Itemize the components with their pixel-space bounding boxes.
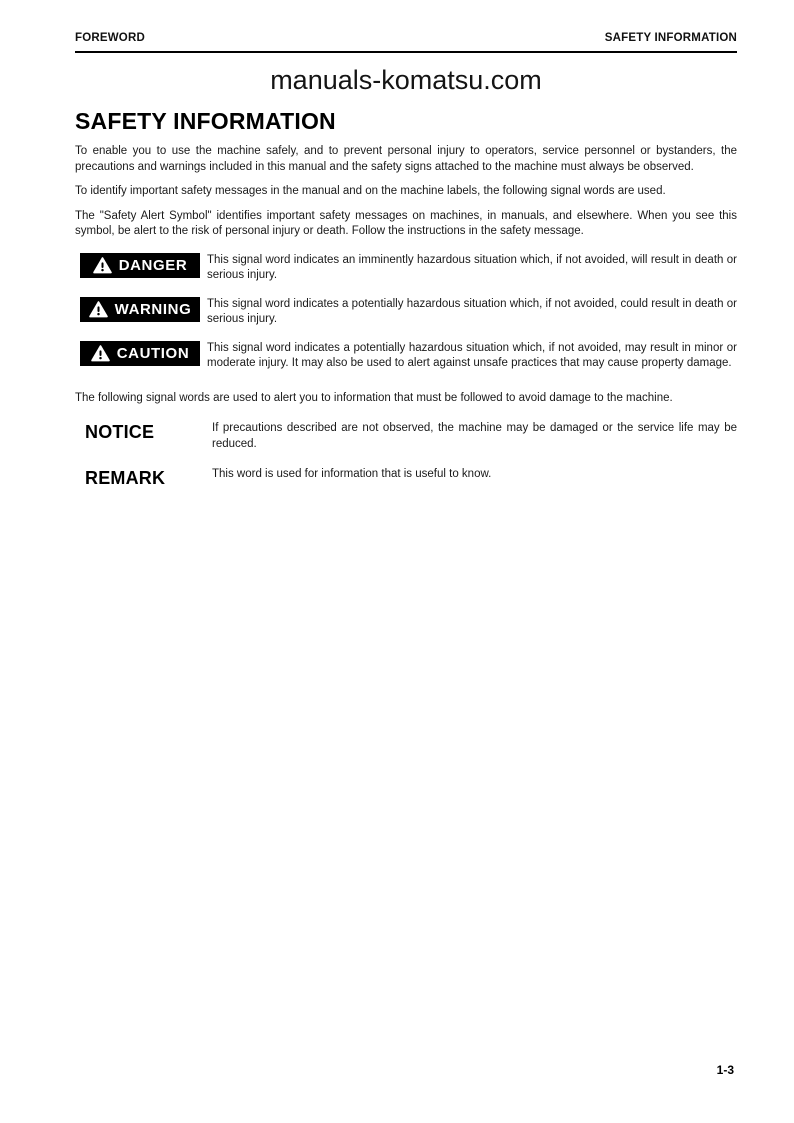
signal-word-row-caution	[80, 341, 737, 372]
caution-badge	[80, 341, 200, 366]
caution-description: This signal word indicates a potentially hazardous situation which, if not avoided, may result in minor or moderate injury. It may also be used to alert against unsafe practices that may cause property damage.	[207, 341, 737, 369]
warning-triangle-icon	[93, 257, 112, 274]
notice-description: If precautions described are not observed, the machine may be damaged or the service life may be reduced.	[212, 422, 737, 450]
warning-triangle-icon	[91, 345, 110, 362]
page-number: 1-3	[716, 1063, 734, 1077]
intro-paragraph: To enable you to use the machine safely, and to prevent personal injury to operators, service personnel or bystanders, the precautions and warnings included in this manual and the safety signs attached to the machine must always be observed.	[75, 145, 737, 173]
note-row-remark	[80, 467, 737, 489]
warning-badge-label: WARNING	[114, 300, 192, 318]
intro-paragraph: The "Safety Alert Symbol" identifies important safety messages on machines, in manuals, and elsewhere. When you see this symbol, be alert to the risk of personal injury or death. Follow the instructions in the safety message.	[75, 209, 737, 237]
warning-triangle-icon	[89, 301, 108, 318]
note-row-notice	[80, 421, 737, 452]
remark-description: This word is used for information that is useful to know.	[212, 468, 492, 480]
watermark-text: manuals-komatsu.com	[270, 65, 542, 95]
danger-badge	[80, 253, 200, 278]
header-left-label: FOREWORD	[75, 32, 145, 44]
caution-badge-label: CAUTION	[116, 344, 190, 362]
intro-paragraph: To identify important safety messages in the manual and on the machine labels, the following signal words are used.	[75, 185, 666, 197]
signal-word-row-danger	[80, 253, 737, 284]
warning-description: This signal word indicates a potentially hazardous situation which, if not avoided, could result in death or serious injury.	[207, 297, 737, 325]
header-right-label: SAFETY INFORMATION	[604, 32, 737, 44]
danger-description: This signal word indicates an imminently hazardous situation which, if not avoided, will result in death or serious injury.	[207, 253, 737, 281]
warning-badge	[80, 297, 200, 322]
danger-badge-label: DANGER	[118, 256, 188, 274]
notice-label: NOTICE	[85, 422, 155, 442]
signal-word-row-warning	[80, 297, 737, 328]
machine-note-paragraph: The following signal words are used to alert you to information that must be followed to avoid damage to the machine.	[75, 391, 673, 404]
page-title: SAFETY INFORMATION	[75, 108, 336, 134]
remark-label: REMARK	[85, 468, 166, 488]
running-header	[75, 32, 737, 53]
